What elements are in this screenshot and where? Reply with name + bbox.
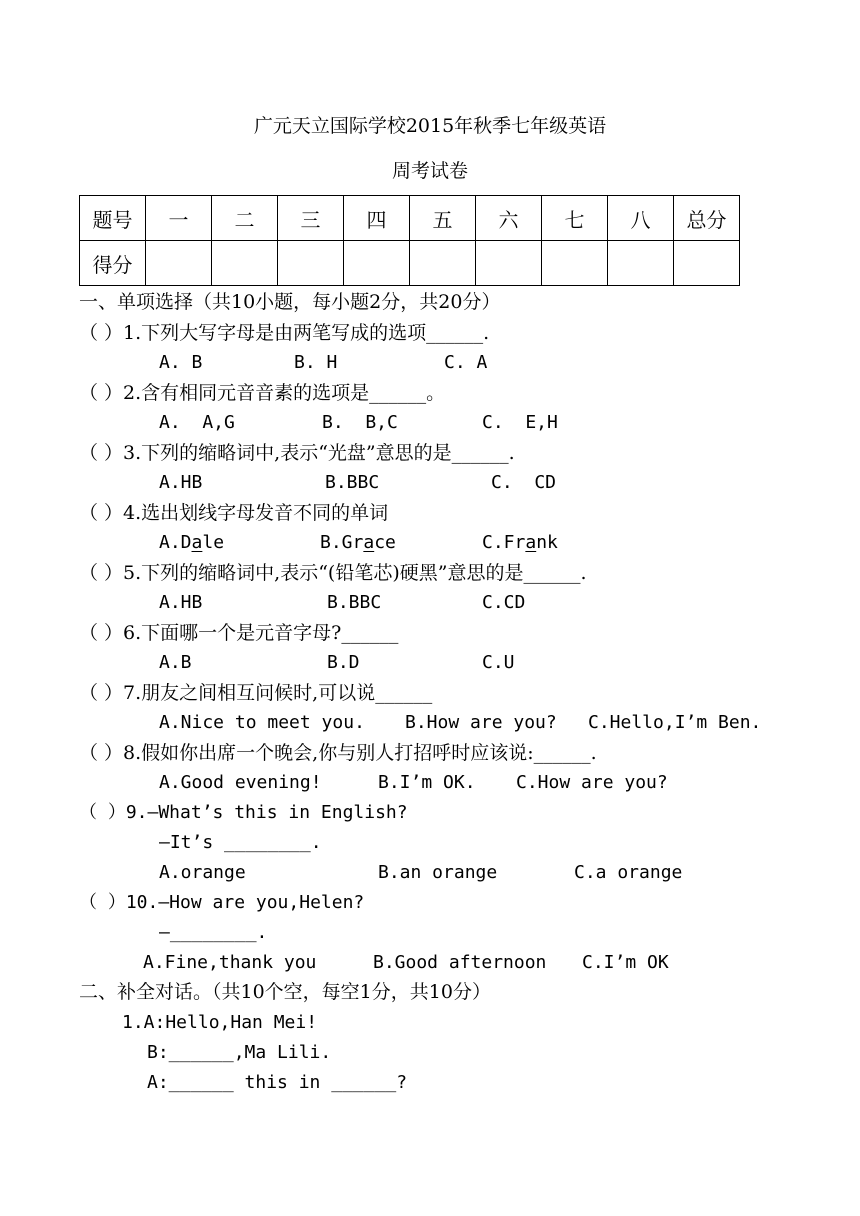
score-cell: 总分 <box>674 196 740 241</box>
option-a: A.HB <box>159 472 203 493</box>
question-stem: （ ）8.假如你出席一个晚会,你与别人打招呼时应该说:______. <box>79 742 597 764</box>
score-input-cell[interactable] <box>344 241 410 286</box>
option-c: C.a orange <box>574 862 683 883</box>
score-input-cell[interactable] <box>674 241 740 286</box>
dialogue-line: A:______ this in ______? <box>147 1072 408 1093</box>
score-input-cell[interactable] <box>608 241 674 286</box>
option-c: C. A <box>444 352 488 373</box>
option-a: A. B <box>159 352 203 373</box>
underlined-letter: a <box>363 532 375 553</box>
score-cell: 一 <box>146 196 212 241</box>
question-stem: （ ）9.—What’s this in English? <box>79 802 408 823</box>
question-stem: （ ）5.下列的缩略词中,表示“(铅笔芯)硬黑”意思的是______. <box>79 562 587 584</box>
option-a: A.HB <box>159 592 203 613</box>
option-a: A.Good evening! <box>159 772 322 793</box>
option-b: B.Good afternoon <box>373 952 547 973</box>
option-a: A.Nice to meet you. <box>159 712 365 733</box>
option-c: C.I’m OK <box>582 952 669 973</box>
score-table-score-row <box>80 241 740 286</box>
option-b: B. B,C <box>322 412 398 433</box>
section-heading: 二、补全对话。（共10个空，每空1分，共10分） <box>79 981 491 1003</box>
question-stem: （ ）7.朋友之间相互问候时,可以说______ <box>79 682 433 704</box>
option-a: A.orange <box>159 862 246 883</box>
question-line: —It’s ________. <box>159 832 322 853</box>
score-table-header-row <box>80 196 740 241</box>
score-input-cell[interactable] <box>278 241 344 286</box>
option-a: A.Dale <box>159 532 225 553</box>
score-cell: 五 <box>410 196 476 241</box>
score-input-cell[interactable] <box>410 241 476 286</box>
underlined-letter: a <box>525 532 537 553</box>
question-stem: （ ）2.含有相同元音音素的选项是______。 <box>79 382 446 404</box>
score-cell: 三 <box>278 196 344 241</box>
option-a: A.B <box>159 652 192 673</box>
option-c: C.CD <box>482 592 526 613</box>
option-b: B.D <box>327 652 360 673</box>
page-title: 广元天立国际学校2015年秋季七年级英语 <box>253 115 607 137</box>
option-b: B.BBC <box>325 472 380 493</box>
option-b: B.an orange <box>378 862 498 883</box>
option-c: C.How are you? <box>516 772 668 793</box>
option-b: B.I’m OK. <box>378 772 476 793</box>
option-b: B. H <box>294 352 338 373</box>
page-subtitle: 周考试卷 <box>391 160 468 182</box>
score-cell: 八 <box>608 196 674 241</box>
question-line: —________. <box>159 922 268 943</box>
score-input-cell[interactable] <box>146 241 212 286</box>
option-b: B.BBC <box>327 592 382 613</box>
option-c: C. CD <box>491 472 557 493</box>
score-cell: 六 <box>476 196 542 241</box>
option-b: B.Grace <box>320 532 396 553</box>
dialogue-line: 1.A:Hello,Han Mei! <box>122 1012 318 1033</box>
score-input-cell[interactable] <box>476 241 542 286</box>
question-stem: （ ）4.选出划线字母发音不同的单词 <box>79 502 389 524</box>
question-stem: （ ）3.下列的缩略词中,表示“光盘”意思的是______. <box>79 442 515 464</box>
score-cell: 得分 <box>80 241 146 286</box>
option-b: B.How are you? <box>405 712 557 733</box>
underlined-letter: a <box>191 532 203 553</box>
dialogue-line: B:______,Ma Lili. <box>147 1042 332 1063</box>
option-a: A.Fine,thank you <box>143 952 317 973</box>
score-input-cell[interactable] <box>212 241 278 286</box>
section-heading: 一、单项选择（共10小题，每小题2分，共20分） <box>79 291 501 313</box>
score-table <box>79 195 740 286</box>
score-cell: 四 <box>344 196 410 241</box>
option-c: C.Hello,I’m Ben. <box>588 712 762 733</box>
question-stem: （ ）1.下列大写字母是由两笔写成的选项______. <box>79 322 490 344</box>
question-stem: （ ）6.下面哪一个是元音字母?______ <box>79 622 399 644</box>
score-input-cell[interactable] <box>542 241 608 286</box>
question-stem: （ ）10.—How are you,Helen? <box>79 892 365 913</box>
option-a: A. A,G <box>159 412 235 433</box>
option-c: C.U <box>482 652 515 673</box>
option-c: C. E,H <box>482 412 558 433</box>
score-cell: 题号 <box>80 196 146 241</box>
score-cell: 二 <box>212 196 278 241</box>
score-cell: 七 <box>542 196 608 241</box>
option-c: C.Frank <box>482 532 558 553</box>
